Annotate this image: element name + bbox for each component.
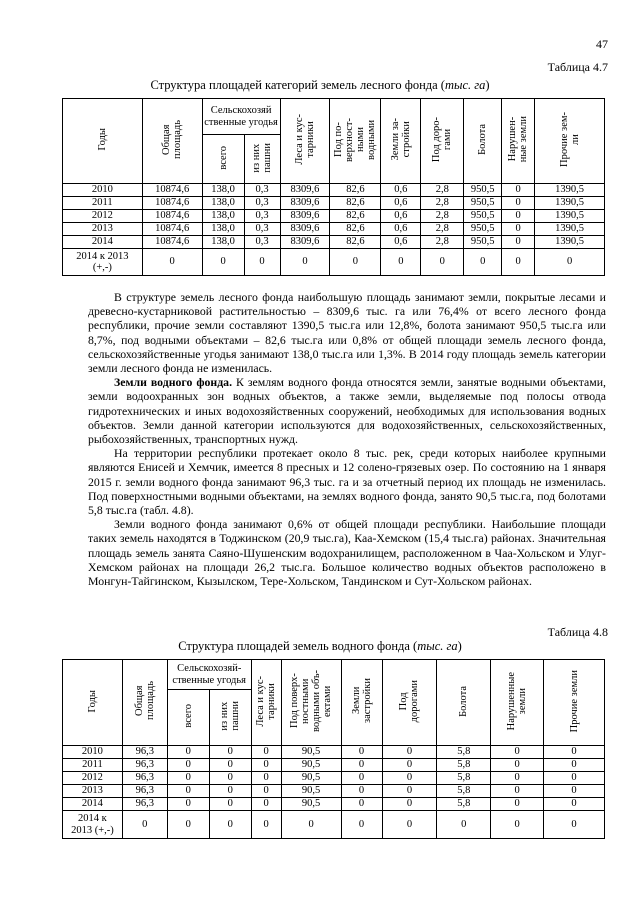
header-forest: Леса и кус- тарники: [251, 660, 281, 746]
table-cell: 0: [341, 759, 382, 772]
table-cell: 0: [280, 249, 330, 276]
table-cell: 0: [502, 210, 535, 223]
table-row: [63, 236, 605, 249]
table-cell: 0,3: [244, 210, 280, 223]
cell-year: 2014: [63, 236, 143, 249]
body-text-1: [88, 290, 606, 588]
table-cell: 0: [167, 759, 209, 772]
cell-year: 2012: [63, 772, 123, 785]
table-cell: 138,0: [202, 223, 244, 236]
table-cell: 1390,5: [535, 223, 605, 236]
table-cell: 0: [502, 223, 535, 236]
table-row: [63, 223, 605, 236]
table-cell: 82,6: [330, 223, 381, 236]
header-agri-total: всего: [167, 690, 209, 746]
table-cell: 0: [382, 772, 437, 785]
paragraph-rivers: На территории республики протекает около 8 тыс. рек, среди которых наиболее крупными являются Енисей и Хемчик, имеется 8 пресных и 12 солено-грязевых озер. По состоянию на 1 января 2015 г. земли водного фонда занимают 96,3 тыс. га и за отчетный период их площадь не изменилась. Под поверхностными водными объектами, на землях водного фонда, занято 90,5 тыс.га, под болотами 5,8 тыс.га (табл. 4.8).: [88, 446, 606, 518]
table-cell: 0: [251, 772, 281, 785]
table-cell: 90,5: [281, 759, 341, 772]
header-total: Общая площадь: [142, 99, 202, 184]
table-cell: 0,6: [381, 223, 421, 236]
table-cell: 0: [382, 746, 437, 759]
table-cell: 2,8: [421, 223, 464, 236]
table-cell: 0: [167, 746, 209, 759]
cell-year: 2011: [63, 197, 143, 210]
cell-year: 2011: [63, 759, 123, 772]
table-cell: 0: [491, 759, 544, 772]
table-cell: 10874,6: [142, 197, 202, 210]
table-cell: 0: [491, 811, 544, 839]
table-row-diff: [63, 249, 605, 276]
paragraph-water-distribution: Земли водного фонда занимают 0,6% от общей площади республики. Наибольшие площади таких земель находятся в Тоджинском (20,9 тыс.га), Каа-Хемском (15,4 тыс.га) районах. Значительная площадь земель занята Саяно-Шушенским водохранилищем, расположенном в Чаа-Хольском и Улуг-Хемском районах на площади 26,2 тыс.га. Большое количество водных объектов расположено в Монгун-Тайгинском, Кызылском, Тере-Хольском, Тандинском и Сут-Хольском районах.: [88, 517, 606, 589]
table-cell: 0: [251, 759, 281, 772]
table-cell: 0: [502, 249, 535, 276]
table-1-caption: Структура площадей категорий земель лесного фонда (тыс. га): [150, 78, 490, 92]
table-cell: 90,5: [281, 798, 341, 811]
cell-year: 2013: [63, 223, 143, 236]
table-cell: 1390,5: [535, 236, 605, 249]
table-cell: 138,0: [202, 210, 244, 223]
table-cell: 0: [209, 785, 251, 798]
table-cell: 0: [382, 798, 437, 811]
table-cell: 96,3: [122, 759, 167, 772]
table-cell: 1390,5: [535, 184, 605, 197]
table-cell: 0: [491, 746, 544, 759]
table-row: [63, 210, 605, 223]
page-number: 47: [596, 37, 608, 51]
table-cell: 82,6: [330, 184, 381, 197]
table-cell: 2,8: [421, 210, 464, 223]
table-cell: 8309,6: [280, 184, 330, 197]
table-cell: 138,0: [202, 236, 244, 249]
table-cell: 950,5: [464, 223, 502, 236]
table-cell: 0: [382, 811, 437, 839]
header-disturbed: Нарушен- ные земли: [502, 99, 535, 184]
header-agri-group: Сельскохозяй ственные угодья: [202, 99, 280, 135]
table-cell: 0: [502, 184, 535, 197]
cell-year: 2012: [63, 210, 143, 223]
header-disturbed: Нарушенные земли: [491, 660, 544, 746]
header-other: Прочие зем- ли: [535, 99, 605, 184]
table-cell: 138,0: [202, 197, 244, 210]
table-row: [63, 184, 605, 197]
table-cell: 8309,6: [280, 210, 330, 223]
table-cell: 0: [341, 798, 382, 811]
table-cell: 0: [491, 772, 544, 785]
header-swamps: Болота: [464, 99, 502, 184]
table-cell: 0: [464, 249, 502, 276]
table-cell: 0: [341, 772, 382, 785]
table-cell: 0,3: [244, 197, 280, 210]
table-cell: 5,8: [437, 746, 491, 759]
table-cell: 0: [330, 249, 381, 276]
table-cell: 90,5: [281, 746, 341, 759]
cell-year: 2014: [63, 798, 123, 811]
table-cell: 96,3: [122, 746, 167, 759]
table-row: [63, 759, 605, 772]
table-cell: 0: [209, 811, 251, 839]
table-cell: 82,6: [330, 210, 381, 223]
land-forest-fund-table: [62, 98, 605, 276]
table-cell: 10874,6: [142, 184, 202, 197]
table-cell: 0: [491, 785, 544, 798]
table-cell: 0: [209, 772, 251, 785]
table-cell: 0: [544, 759, 605, 772]
table-cell: 96,3: [122, 798, 167, 811]
header-swamps: Болота: [437, 660, 491, 746]
table-cell: 0: [251, 746, 281, 759]
table-cell: 0: [209, 746, 251, 759]
table-cell: 0,3: [244, 236, 280, 249]
table-cell: 0: [544, 798, 605, 811]
header-forest: Леса и кус- тарники: [280, 99, 330, 184]
table-cell: 0: [251, 798, 281, 811]
table-cell: 96,3: [122, 785, 167, 798]
table-cell: 0: [167, 785, 209, 798]
table-cell: 82,6: [330, 197, 381, 210]
table-cell: 90,5: [281, 785, 341, 798]
table-cell: 82,6: [330, 236, 381, 249]
paragraph-water-fund-definition: Земли водного фонда. К землям водного фонда относятся земли, занятые водными объектами, земли водоохранных зон водных объектов, а также земли, выделяемые под полосы отвода гидротехнических и иных водохозяйственных сооружений, необходимых для использования водных объектов. Земли данной категории используются для водохозяйственных, сельскохозяйственных, рыбохозяйственных, транспортных нужд.: [88, 375, 606, 447]
table-cell: 950,5: [464, 184, 502, 197]
table-cell: 0: [142, 249, 202, 276]
table-cell: 5,8: [437, 772, 491, 785]
table-cell: 5,8: [437, 798, 491, 811]
table-cell: 0: [209, 759, 251, 772]
table-cell: 0,3: [244, 184, 280, 197]
table-cell: 950,5: [464, 197, 502, 210]
cell-year: 2010: [63, 184, 143, 197]
header-year: Годы: [63, 99, 143, 184]
table-cell: 950,5: [464, 236, 502, 249]
table-cell: 2,8: [421, 184, 464, 197]
table-row: [63, 798, 605, 811]
table-cell: 0,6: [381, 184, 421, 197]
header-total: Общая площадь: [122, 660, 167, 746]
table-cell: 0: [437, 811, 491, 839]
table-cell: 10874,6: [142, 236, 202, 249]
table-cell: 90,5: [281, 772, 341, 785]
table-cell: 0: [341, 811, 382, 839]
paragraph-forest-structure: В структуре земель лесного фонда наибольшую площадь занимают земли, покрытые лесами и древесно-кустарниковой растительностью – 8309,6 тыс. га или 76,4% от всего лесного фонда республики, прочие земли составляют 1390,5 тыс.га или 12,8%, болота занимают 950,5 тыс.га или 8,7%, под водными объектами – 82,6 тыс.га или 0,8% от общей площади земель лесного фонда, сельскохозяйственные угодья занимают 138,0 тыс.га или 1,3%. В 2014 году площадь земель категории земли лесного фонда не изменилась.: [88, 290, 606, 376]
table-cell: 0: [341, 785, 382, 798]
header-roads: Под дорогами: [382, 660, 437, 746]
table-cell: 0: [244, 249, 280, 276]
header-agri-group: Сельскохозяй- ственные угодья: [167, 660, 251, 690]
table-cell: 8309,6: [280, 223, 330, 236]
section-heading-water-fund: Земли водного фонда.: [114, 375, 233, 390]
header-building: Земли застройки: [341, 660, 382, 746]
header-roads: Под доро- гами: [421, 99, 464, 184]
table-cell: 0: [382, 785, 437, 798]
table-cell: 0: [167, 798, 209, 811]
table-row-diff: [63, 811, 605, 839]
header-building: Земли за- стройки: [381, 99, 421, 184]
header-water: Под по- верхност- ными водными: [330, 99, 381, 184]
table-cell: 1390,5: [535, 210, 605, 223]
header-water: Под поверх- ностными водными объ- ектами: [281, 660, 341, 746]
table-cell: 0,6: [381, 236, 421, 249]
table-cell: 0: [421, 249, 464, 276]
table-cell: 138,0: [202, 184, 244, 197]
table-cell: 0: [544, 772, 605, 785]
table-cell: 0: [209, 798, 251, 811]
table-cell: 10874,6: [142, 210, 202, 223]
table-2-caption: Структура площадей земель водного фонда (тыс. га): [178, 639, 462, 653]
table-cell: 5,8: [437, 785, 491, 798]
table-cell: 0: [544, 811, 605, 839]
table-cell: 950,5: [464, 210, 502, 223]
table-cell: 0: [251, 811, 281, 839]
table-cell: 0: [251, 785, 281, 798]
table-cell: 0: [502, 197, 535, 210]
table-1-label: Таблица 4.7: [547, 60, 608, 74]
table-row: [63, 197, 605, 210]
table-row: [63, 746, 605, 759]
table-2-label: Таблица 4.8: [547, 625, 608, 639]
header-agri-arable: из них пашни: [209, 690, 251, 746]
table-cell: 0: [167, 811, 209, 839]
cell-year: 2013: [63, 785, 123, 798]
header-other: Прочие земли: [544, 660, 605, 746]
table-cell: 0: [535, 249, 605, 276]
table-cell: 0: [544, 785, 605, 798]
table-cell: 2,8: [421, 236, 464, 249]
table-cell: 0,3: [244, 223, 280, 236]
table-cell: 0: [382, 759, 437, 772]
header-agri-total: всего: [202, 135, 244, 184]
table-cell: 96,3: [122, 772, 167, 785]
land-water-fund-table: [62, 659, 605, 839]
table-cell: 0: [381, 249, 421, 276]
table-cell: 0,6: [381, 197, 421, 210]
table-cell: 0: [341, 746, 382, 759]
cell-diff-label: 2014 к 2013 (+,-): [63, 249, 143, 276]
table-cell: 0: [122, 811, 167, 839]
cell-diff-label: 2014 к 2013 (+,-): [63, 811, 123, 839]
table-cell: 2,8: [421, 197, 464, 210]
table-cell: 0: [167, 772, 209, 785]
header-agri-arable: из них пашни: [244, 135, 280, 184]
table-cell: 0,6: [381, 210, 421, 223]
cell-year: 2010: [63, 746, 123, 759]
table-cell: 0: [202, 249, 244, 276]
table-cell: 0: [502, 236, 535, 249]
table-cell: 1390,5: [535, 197, 605, 210]
table-cell: 8309,6: [280, 197, 330, 210]
table-cell: 0: [281, 811, 341, 839]
table-cell: 0: [544, 746, 605, 759]
table-row: [63, 785, 605, 798]
header-year: Годы: [63, 660, 123, 746]
table-cell: 8309,6: [280, 236, 330, 249]
table-cell: 0: [491, 798, 544, 811]
table-row: [63, 772, 605, 785]
table-cell: 5,8: [437, 759, 491, 772]
table-cell: 10874,6: [142, 223, 202, 236]
